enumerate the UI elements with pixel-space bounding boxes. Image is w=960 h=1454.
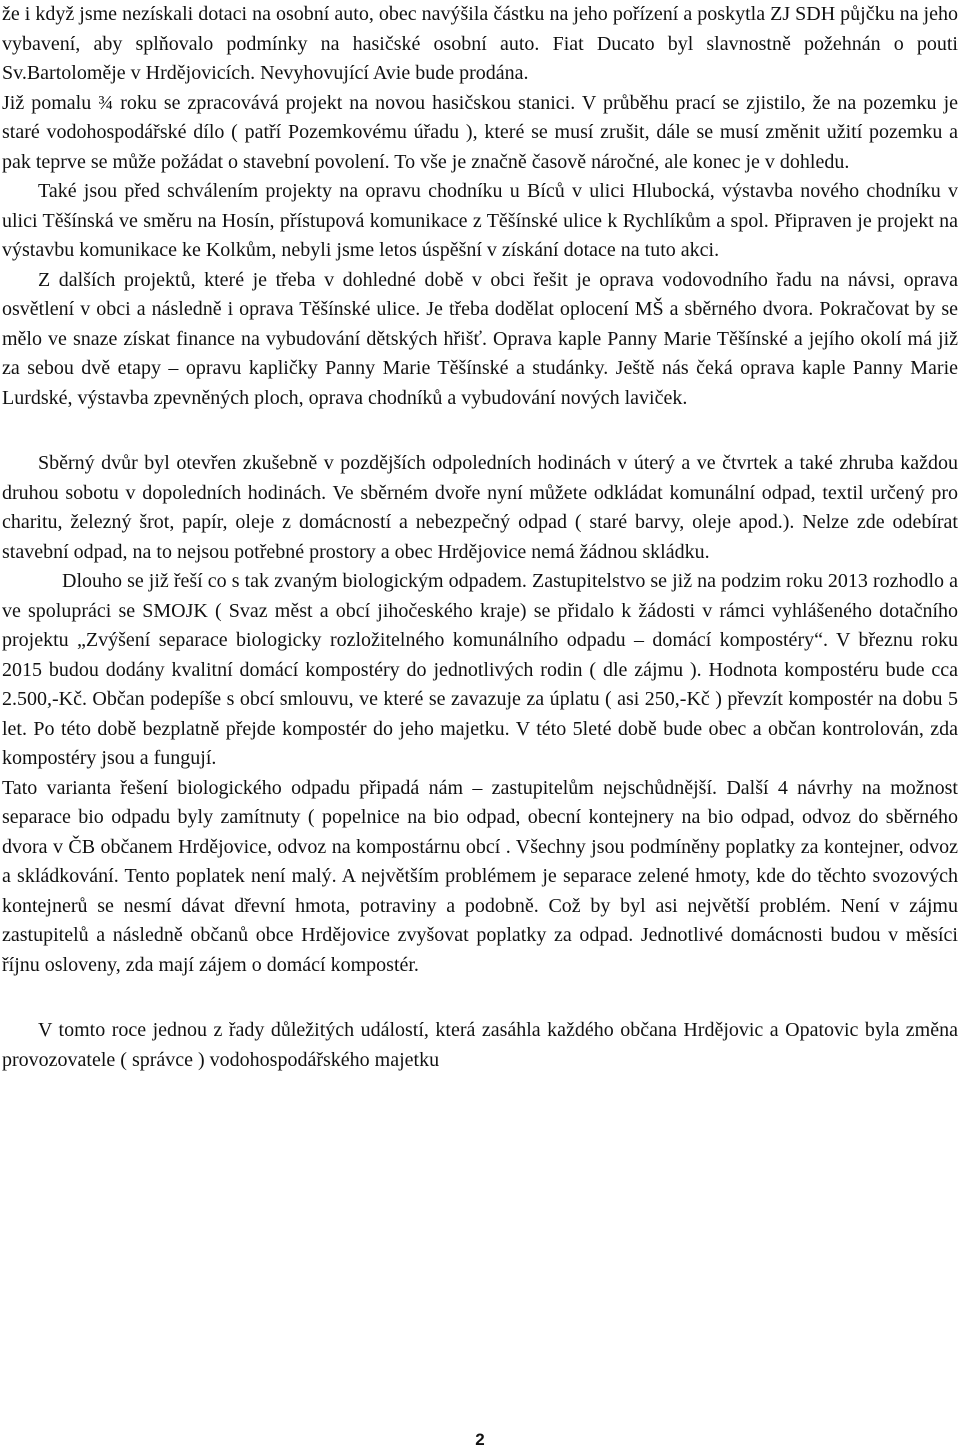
- paragraph-fire-vehicle: že i když jsme nezískali dotaci na osobní auto, obec navýšila částku na jeho pořízení a poskytla ZJ SDH půjčku na jeho vybavení, aby splňovalo podmínky na hasičské osobní auto. Fiat Ducato byl slavnostně požehnán o pouti Sv.Bartoloměje v Hrdějovicích. Nevyhovující Avie bude prodána.: [2, 3, 958, 84]
- paragraph-spacer: [2, 980, 958, 1016]
- paragraph-fire-station-project: Již pomalu ¾ roku se zpracovává projekt na novou hasičskou stanici. V průběhu prací se zjistilo, že na pozemku je staré vodohospodářské dílo ( patří Pozemkovému úřadu ), které se musí zrušit, dále se musí změnit užití pozemku a pak teprve se může požádat o stavební povolení. To vše je značně časově náročné, ale konec je v dohledu.: [2, 91, 958, 173]
- paragraph-collection-yard: Sběrný dvůr byl otevřen zkušebně v pozdějších odpoledních hodinách v úterý a ve čtvrtek a také zhruba každou druhou sobotu v dopoledních hodinách. Ve sběrném dvoře nyní můžete odkládat komunální odpad, textil určený pro charitu, železný šrot, papír, oleje z domácností a nebezpečný odpad ( staré barvy, oleje apod.). Nelze zde odebírat stavební odpad, na to nejsou potřebné prostory a obec Hrdějovice nemá žádnou skládku.: [2, 452, 958, 563]
- paragraph-bio-waste: Dlouho se již řeší co s tak zvaným biologickým odpadem. Zastupitelstvo se již na podzim roku 2013 rozhodlo a ve spolupráci se SMOJK ( Svaz měst a obcí jihočeského kraje) se přidalo k žádosti v rámci vyhlášeného dotačního projektu „Zvýšení separace biologicky rozložitelného komunálního odpadu – domácí kompostéry“. V březnu roku 2015 budou dodány kvalitní domácí kompostéry do jednotlivých rodin ( dle zájmu ). Hodnota kompostéru bude cca 2.500,-Kč. Občan podepíše s obcí smlouvu, ve které se zavazuje za úplatu ( asi 250,-Kč ) převzít kompostér na dobu 5 let. Po této době bezplatně přejde kompostér do jeho majetku. V této 5leté době bude obec a občan kontrolován, zda kompostéry jsou a fungují.: [2, 570, 958, 769]
- paragraph-spacer: [2, 413, 958, 449]
- paragraph-further-projects: Z dalších projektů, které je třeba v dohledné době v obci řešit je oprava vodovodního řadu na návsi, oprava osvětlení v obci a následně i oprava Těšínské ulice. Je třeba dodělat oplocení MŠ a sběrného dvora. Pokračovat by se mělo ve snaze získat finance na vybudování dětských hřišť. Oprava kaple Panny Marie Těšínské a jejího okolí má již za sebou dvě etapy – opravu kapličky Panny Marie Těšínské a studánky. Ještě nás čeká oprava kaple Panny Marie Lurdské, výstavba zpevněných ploch, oprava chodníků a vybudování nových laviček.: [2, 268, 958, 409]
- paragraph-bio-waste-variant: Tato varianta řešení biologického odpadu připadá nám – zastupitelům nejschůdnější. Další 4 návrhy na možnost separace bio odpadu byly zamítnuty ( popelnice na bio odpad, obecní kontejnery na bio odpad, odvoz do sběrného dvora v ČB občanem Hrdějovice, odvoz na kompostárnu obcí . Všechny jsou podmíněny poplatky za kontejner, odvoz a skládkování. Tento poplatek není malý. A největším problémem je separace zelené hmoty, kde do těchto svozových kontejnerů se nesmí dávat dřevní hmota, potraviny a podobně. Což by byl asi největší problém. Není v zájmu zastupitelů a následně občanů obce Hrdějovice zvyšovat poplatky za odpad. Jednotlivé domácnosti budou v měsíci říjnu osloveny, zda mají zájem o domácí kompostér.: [2, 776, 958, 976]
- paragraph-sidewalk-projects: Také jsou před schválením projekty na opravu chodníku u Bíců v ulici Hlubocká, výstavba nového chodníku v ulici Těšínská ve směru na Hosín, přístupová komunikace z Těšínské ulice k Rychlíkům a spol. Připraven je projekt na výstavbu komunikace ke Kolkům, nebyli jsme letos úspěšní v získání dotace na tuto akci.: [2, 180, 958, 261]
- paragraph-water-operator: V tomto roce jednou z řady důležitých událostí, která zasáhla každého občana Hrdějovic a Opatovic byla změna provozovatele ( správce ) vodohospodářského majetku: [2, 1019, 958, 1071]
- page-number: 2: [475, 1430, 485, 1449]
